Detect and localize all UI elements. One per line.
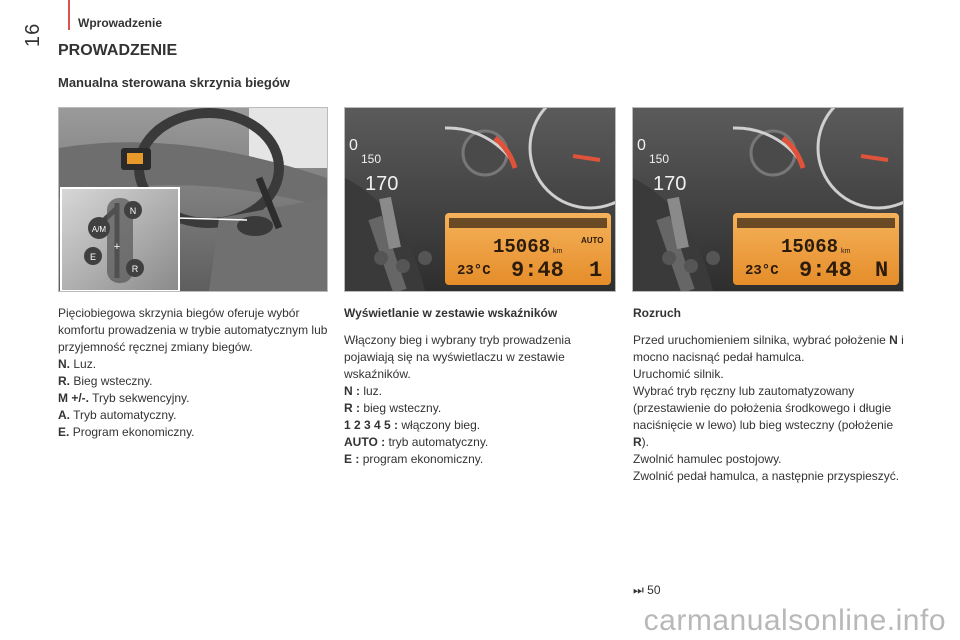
col1-item-n: N. Luz. — [58, 357, 97, 371]
column-starting — [633, 305, 905, 485]
col3-heading: Rozruch — [633, 306, 681, 320]
watermark-text: carmanualsonline.info — [643, 604, 946, 637]
speedo-tick-0: 0 — [349, 137, 358, 154]
lcd1-time: 9:48 — [511, 258, 564, 283]
photo-dashboard-neutral — [632, 107, 904, 292]
page-subtitle: Manualna sterowana skrzynia biegów — [58, 75, 290, 90]
section-label: Wprowadzenie — [78, 16, 163, 30]
speedo-tick-170: 170 — [365, 173, 399, 195]
double-arrow-right-icon: ⏭ — [633, 583, 644, 597]
lcd1-mode: AUTO — [581, 236, 604, 245]
col3-paragraph-5: Zwolnić pedał hamulca, a następnie przyspieszyć. — [633, 469, 900, 483]
speedo-tick-170: 170 — [653, 173, 687, 195]
col2-item-auto: AUTO : tryb automatyczny. — [344, 435, 489, 449]
speedo-tick-0: 0 — [637, 137, 646, 154]
col1-item-e: E. Program ekonomiczny. — [58, 425, 195, 439]
col2-item-gears: 1 2 3 4 5 : włączony bieg. — [344, 418, 481, 432]
col3-paragraph-3: Wybrać tryb ręczny lub zautomatyzowany (przestawienie do położenia środkowego i długie naciśnięcie w lewo) lub bieg wsteczny (położenie R). — [633, 384, 894, 449]
lcd2-temp: 23°C — [745, 263, 779, 279]
col1-item-r: R. Bieg wsteczny. — [58, 374, 153, 388]
lcd1-odometer-unit: km — [553, 248, 563, 255]
col3-paragraph-1: Przed uruchomieniem silnika, wybrać położenie N i mocno nacisnąć pedał hamulca. — [633, 333, 904, 364]
column-display-indicators — [344, 305, 606, 468]
col1-intro: Pięciobiegowa skrzynia biegów oferuje wybór komfortu prowadzenia w trybie automatycznym lub przyjemność ręcznej zmiany biegów. — [58, 306, 328, 354]
lcd2-odometer: 15068 — [781, 236, 839, 258]
column-gearbox-description — [58, 305, 330, 441]
page-reference[interactable] — [633, 583, 661, 598]
lcd2-odometer-unit: km — [841, 248, 851, 255]
col2-item-n: N : luz. — [344, 384, 383, 398]
col2-item-e: E : program ekonomiczny. — [344, 452, 484, 466]
lcd1-odometer: 15068 — [493, 236, 551, 258]
gear-label-e: E — [89, 252, 97, 262]
lcd1-gear: 1 — [589, 258, 603, 283]
lcd1-temp: 23°C — [457, 263, 491, 279]
speedo-tick-150: 150 — [361, 152, 382, 166]
page-number: 16 — [22, 22, 44, 47]
col1-item-m: M +/-. Tryb sekwencyjny. — [58, 391, 190, 405]
gear-label-am: A/M — [91, 225, 107, 234]
page-title: PROWADZENIE — [58, 42, 178, 59]
lcd2-time: 9:48 — [799, 258, 852, 283]
photo-dashboard-auto — [344, 107, 616, 292]
page-reference-number: 50 — [647, 583, 661, 597]
lcd2-gear: N — [875, 258, 889, 283]
gear-label-n: N — [129, 206, 137, 216]
gear-label-plus: + — [113, 241, 121, 253]
speedo-tick-150: 150 — [649, 152, 670, 166]
col2-heading: Wyświetlanie w zestawie wskaźników — [344, 306, 558, 320]
col2-intro: Włączony bieg i wybrany tryb prowadzenia pojawiają się na wyświetlaczu w zestawie wskaźników. — [344, 333, 571, 381]
col3-paragraph-2: Uruchomić silnik. — [633, 367, 724, 381]
gear-label-r: R — [131, 264, 139, 274]
col1-item-a: A. Tryb automatyczny. — [58, 408, 177, 422]
col2-item-r: R : bieg wsteczny. — [344, 401, 442, 415]
section-accent-bar — [68, 0, 70, 30]
photo-interior-gear-lever — [58, 107, 328, 292]
col3-paragraph-4: Zwolnić hamulec postojowy. — [633, 452, 782, 466]
